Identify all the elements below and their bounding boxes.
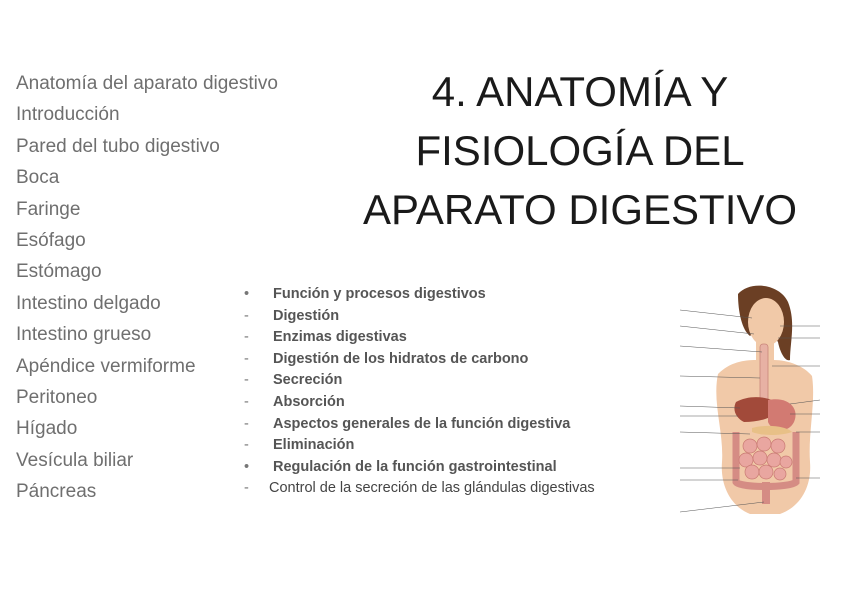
subtopic-label: Absorción (273, 393, 345, 410)
subtopic-label: Función y procesos digestivos (273, 286, 486, 302)
dash-marker: - (244, 480, 249, 497)
topic-item: Introducción (16, 104, 120, 126)
subtopic-label: Eliminación (273, 437, 355, 454)
topic-item: Esófago (16, 230, 86, 252)
subtopic-list (242, 284, 595, 500)
subtopic-item (242, 284, 595, 306)
subtopic-item (242, 392, 595, 414)
topic-item: Apéndice vermiforme (16, 355, 196, 377)
dash-marker: - (244, 350, 249, 367)
topic-item: Páncreas (16, 481, 97, 503)
topic-item: Intestino delgado (16, 292, 161, 314)
page-title (330, 62, 830, 239)
topic-item: Boca (16, 167, 60, 189)
subtopic-item (242, 327, 595, 349)
subtopic-label: Digestión (273, 307, 340, 324)
topic-item: Anatomía del aparato digestivo (16, 73, 278, 94)
bullet-marker: • (244, 286, 250, 302)
subtopic-label: Digestión de los hidratos de carbono (273, 350, 529, 367)
topic-item: Intestino grueso (16, 324, 152, 346)
topic-item: Hígado (16, 418, 78, 440)
subtopic-item (242, 414, 595, 436)
dash-marker: - (244, 437, 249, 454)
title-line: FISIOLOGÍA DEL (415, 127, 745, 174)
subtopic-label: Secreción (273, 372, 343, 389)
topic-item: Estómago (16, 261, 102, 283)
dash-marker: - (244, 393, 249, 410)
subtopic-item (242, 478, 595, 500)
topic-item: Faringe (16, 198, 81, 220)
dash-marker: - (244, 415, 249, 432)
subtopic-item (242, 457, 595, 479)
subtopic-item (242, 435, 595, 457)
subtopic-label: Regulación de la función gastrointestinal (273, 458, 557, 475)
title-line: 4. ANATOMÍA Y (431, 68, 729, 115)
digestive-system-anatomy-icon (640, 282, 848, 522)
dash-marker: - (244, 329, 249, 346)
subtopic-label: Enzimas digestivas (273, 329, 407, 346)
dash-marker: - (244, 307, 249, 324)
subtopic-item (242, 306, 595, 328)
subtopic-label: Control de la secreción de las glándulas digestivas (269, 480, 595, 497)
subtopic-item (242, 349, 595, 371)
subtopic-item (242, 370, 595, 392)
topic-item: Pared del tubo digestivo (16, 135, 220, 157)
bullet-marker: • (244, 458, 250, 475)
digestive-system-illustration (640, 282, 848, 522)
topic-item: Vesícula biliar (16, 449, 134, 471)
topic-list (16, 68, 278, 508)
subtopic-label: Aspectos generales de la función digestiva (273, 415, 571, 432)
dash-marker: - (244, 372, 249, 389)
title-line: APARATO DIGESTIVO (362, 186, 798, 233)
topic-item: Peritoneo (16, 387, 98, 409)
